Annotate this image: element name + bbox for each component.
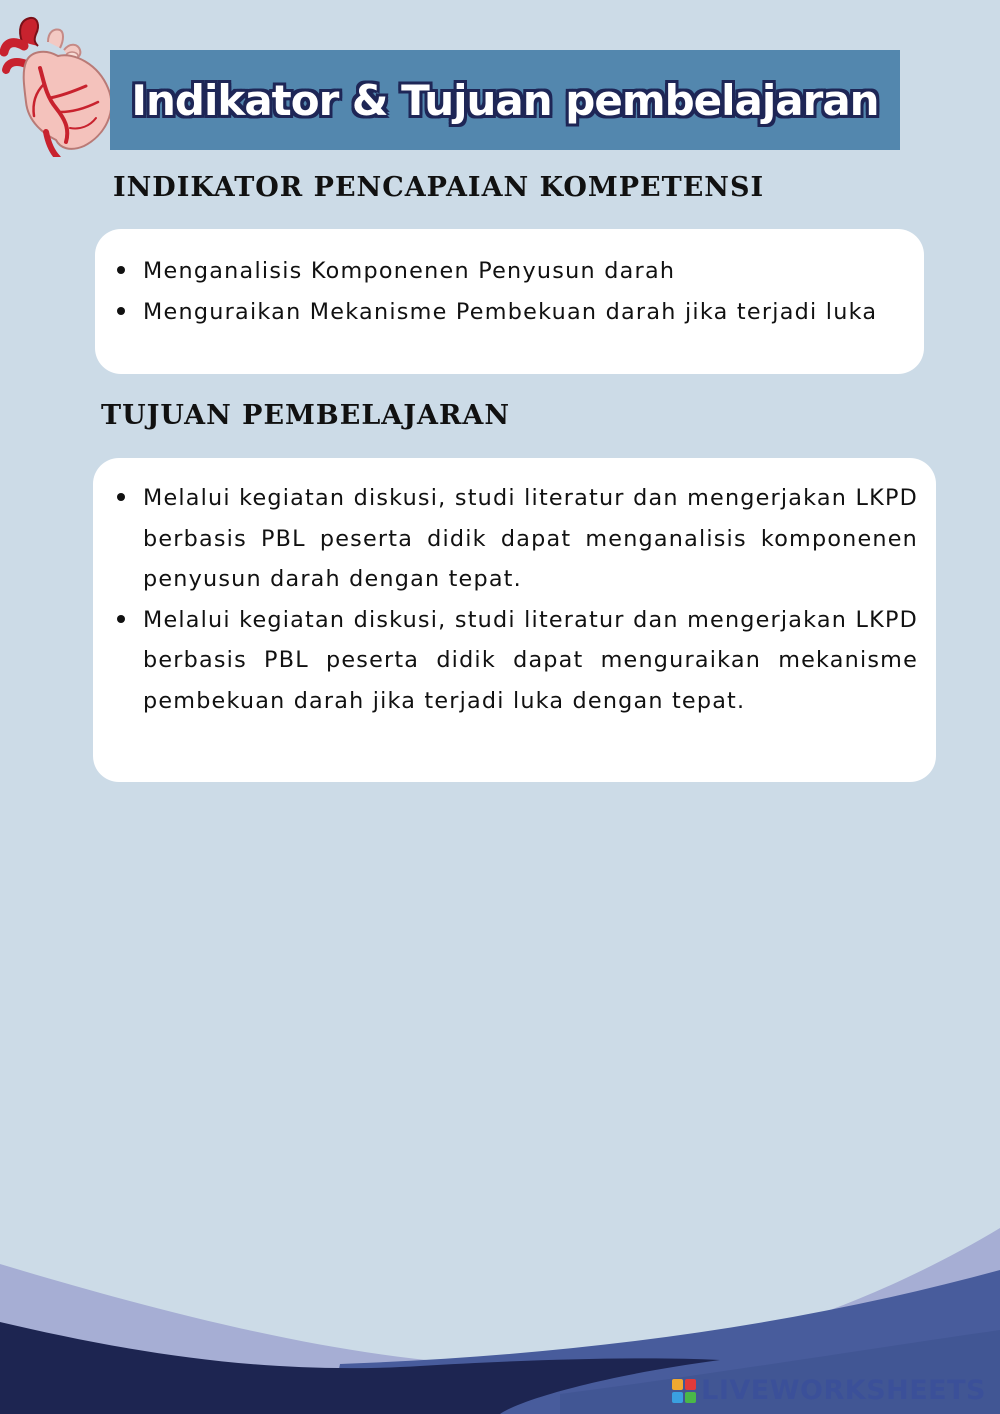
indikator-card xyxy=(95,229,924,374)
tujuan-card xyxy=(93,458,936,782)
title-banner xyxy=(110,50,900,150)
list-item: Melalui kegiatan diskusi, studi literatur dan mengerjakan LKPD berbasis PBL peserta didik dapat menganalisis komponenen penyusun darah dengan tepat. xyxy=(143,478,918,600)
heart-illustration-icon xyxy=(0,12,120,157)
tujuan-list xyxy=(105,478,918,721)
list-item: Melalui kegiatan diskusi, studi literatur dan mengerjakan LKPD berbasis PBL peserta didik dapat menguraikan mekanisme pembekuan darah jika terjadi luka dengan tepat. xyxy=(143,600,918,722)
indikator-list xyxy=(105,251,914,332)
watermark xyxy=(671,1375,986,1406)
indikator-heading: INDIKATOR PENCAPAIAN KOMPETENSI xyxy=(113,172,765,203)
tujuan-heading: TUJUAN PEMBELAJARAN xyxy=(101,400,511,431)
liveworksheets-logo-icon xyxy=(671,1378,697,1404)
list-item: Menguraikan Mekanisme Pembekuan darah jika terjadi luka xyxy=(143,292,914,333)
page-title: Indikator & Tujuan pembelajaran xyxy=(131,75,879,125)
list-item: Menganalisis Komponenen Penyusun darah xyxy=(143,251,914,292)
watermark-text: LIVEWORKSHEETS xyxy=(701,1375,986,1406)
